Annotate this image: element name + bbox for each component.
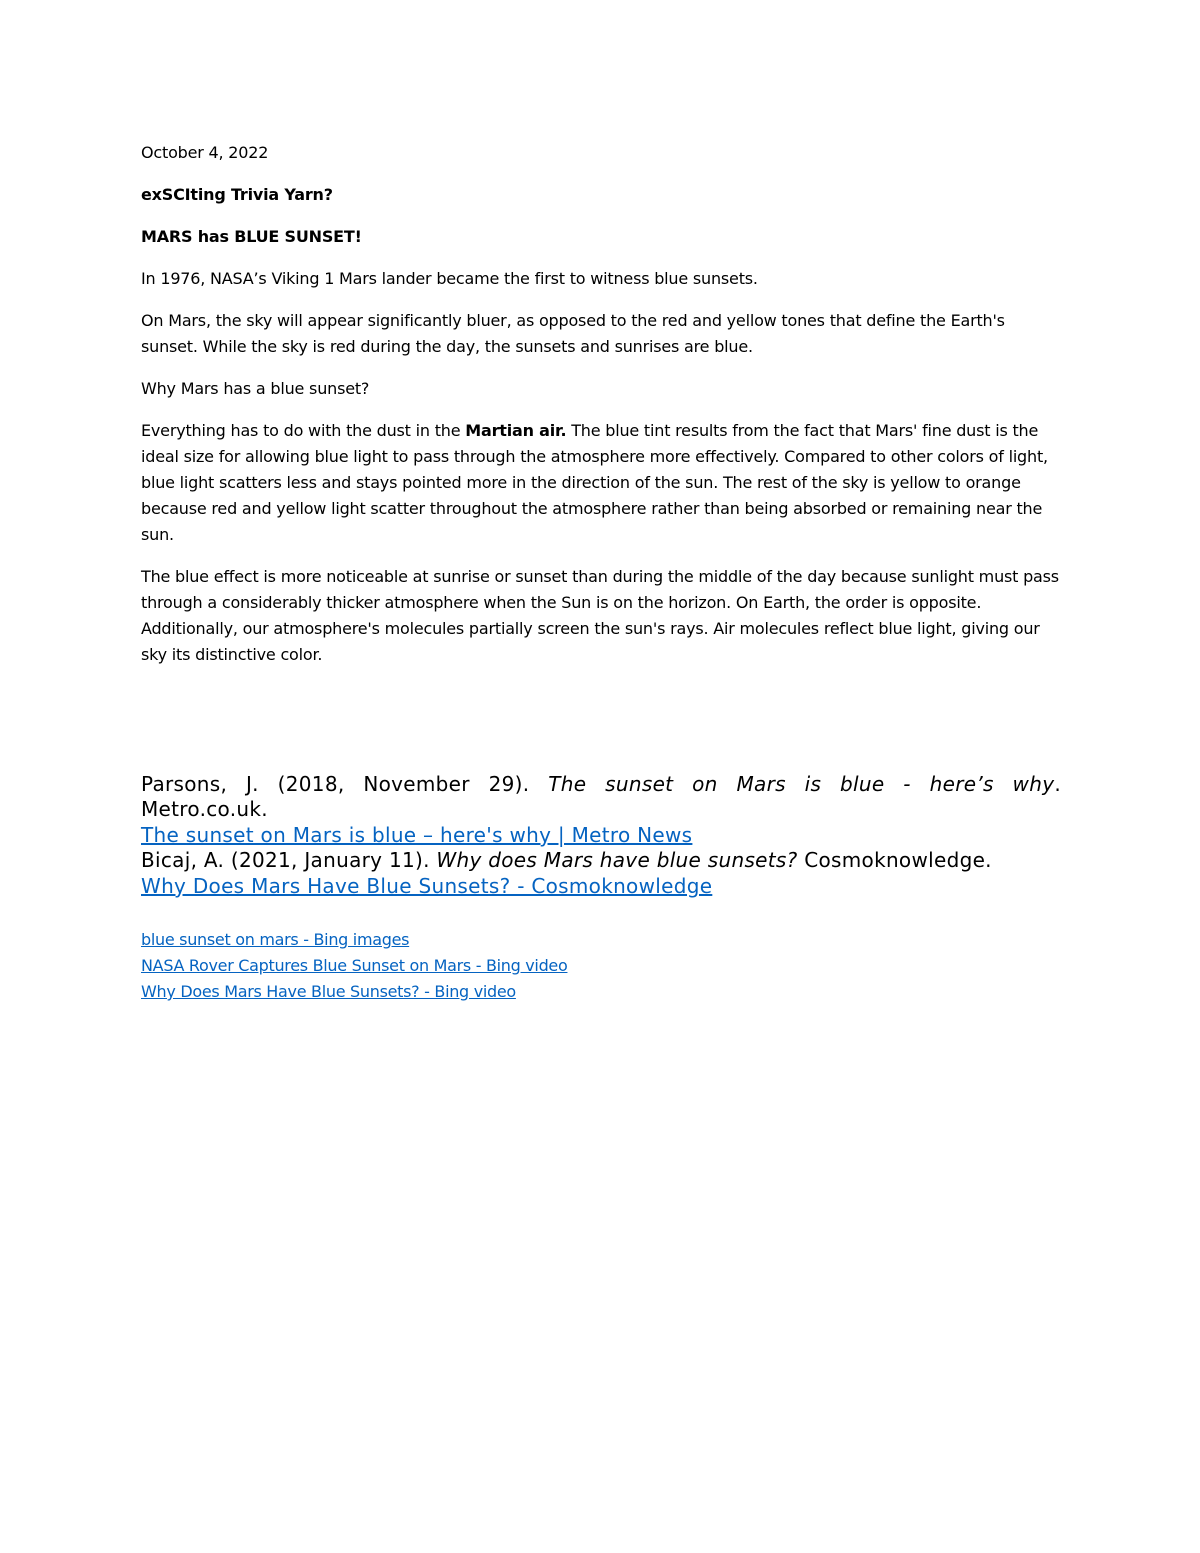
bing-video-why-link[interactable]: Why Does Mars Have Blue Sunsets? - Bing video (141, 982, 516, 1001)
reference-parsons-dot: . (1054, 772, 1061, 796)
document-date: October 4, 2022 (141, 143, 269, 162)
reference-bicaj-line (141, 848, 1061, 873)
paragraph-viking: In 1976, NASA’s Viking 1 Mars lander became the first to witness blue sunsets. (141, 269, 758, 288)
reference-parsons-title: The sunset on Mars is blue - here’s why (548, 772, 1055, 796)
paragraph-dust (141, 418, 1061, 548)
trivia-heading: exSCIting Trivia Yarn? (141, 185, 333, 204)
reference-bicaj-source: Cosmoknowledge. (797, 848, 992, 872)
document-body (141, 140, 1061, 684)
bing-video-nasa-link[interactable]: NASA Rover Captures Blue Sunset on Mars - Bing video (141, 956, 568, 975)
metro-news-link[interactable]: The sunset on Mars is blue – here's why | Metro News (141, 823, 693, 847)
cosmoknowledge-link[interactable]: Why Does Mars Have Blue Sunsets? - Cosmoknowledge (141, 874, 713, 898)
paragraph-effect: The blue effect is more noticeable at sunrise or sunset than during the middle of the day because sunlight must pass through a considerably thicker atmosphere when the Sun is on the horizon. On Earth, the order is opposite. Additionally, our atmosphere's molecules partially screen the sun's rays. Air molecules reflect blue light, giving our sky its distinctive color. (141, 567, 1059, 664)
paragraph-dust-start: Everything has to do with the dust in the (141, 421, 466, 440)
martian-air-bold: Martian air. (465, 421, 567, 440)
paragraph-question: Why Mars has a blue sunset? (141, 379, 370, 398)
reference-parsons-prefix: Parsons, J. (2018, November 29). (141, 772, 549, 796)
reference-bicaj-title: Why does Mars have blue sunsets? (436, 848, 798, 872)
bing-links (141, 927, 567, 1005)
reference-parsons-line (141, 772, 1061, 797)
bing-images-link[interactable]: blue sunset on mars - Bing images (141, 930, 410, 949)
reference-bicaj (141, 848, 1061, 899)
reference-parsons-source: Metro.co.uk. (141, 797, 268, 821)
reference-bicaj-prefix: Bicaj, A. (2021, January 11). (141, 848, 437, 872)
paragraph-sky: On Mars, the sky will appear significantly bluer, as opposed to the red and yellow tones that define the Earth's sunset. While the sky is red during the day, the sunsets and sunrises are blue. (141, 311, 1005, 356)
title-heading: MARS has BLUE SUNSET! (141, 227, 362, 246)
references-section (141, 772, 1061, 899)
paragraph-dust-end: The blue tint results from the fact that Mars' fine dust is the ideal size for allowing blue light to pass through the atmosphere more effectively. Compared to other colors of light, blue light scatters less and stays pointed more in the direction of the sun. The rest of the sky is yellow to orange because red and yellow light scatter throughout the atmosphere rather than being absorbed or remaining near the sun. (141, 421, 1048, 544)
reference-parsons (141, 772, 1061, 848)
